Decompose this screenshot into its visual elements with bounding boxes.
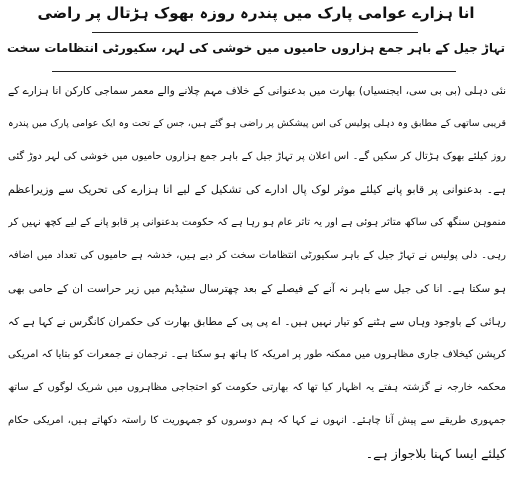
body-line: روز کیلئے بھوک ہڑتال کر سکیں گے۔ اس اعلان پر تہاڑ جیل کے باہر جمع ہزاروں حامیوں میں خوشی کی لہر دوڑ گئی xyxy=(8,151,506,162)
subheadline: تہاڑ جیل کے باہر جمع ہزاروں حامیوں میں خوشی کی لہر، سکیورٹی انتظامات سخت xyxy=(7,41,505,55)
body-line: رہائی کے باوجود وہاں سے ہٹنے کو تیار نہیں ہیں۔ اے پی پی کے مطابق بھارت کی حکمران کانگرس نے کہا ہے کہ xyxy=(8,316,506,328)
headline: انا ہزارے عوامی پارک میں پندرہ روزہ بھوک ہڑتال پر راضی xyxy=(37,4,475,22)
body-line: کرپشن کیخلاف جاری مظاہروں میں ممکنہ طور پر امریکہ کا ہاتھ ہو سکتا ہے۔ ترجمان نے جمعرات کو بتایا کہ امریکی xyxy=(8,349,506,360)
body-line: محکمہ خارجہ نے گزشتہ ہفتے یہ اظہار کیا تھا کہ بھارتی حکومت کو احتجاجی مظاہروں میں شریک لوگوں کے ساتھ xyxy=(8,382,506,393)
body-line: ہو سکتا ہے۔ انا کی جیل سے باہر نہ آنے کے فیصلے کے بعد چھترسال سٹیڈیم میں زیر حراست ان کے حامی بھی xyxy=(8,283,506,295)
subheadline-underline xyxy=(52,71,456,72)
body-line: جمہوری طریقے سے پیش آنا چاہئے۔ انہوں نے کہا کہ ہم دوسروں کو جمہوریت کا راستہ دکھاتے ہیں، امریکی حکام xyxy=(8,415,506,426)
body-line: نئی دہلی (بی بی سی، ایجنسیاں) بھارت میں بدعنوانی کے خلاف مہم چلانے والے معمر سماجی کارکن انا ہزارے کے xyxy=(8,85,506,97)
body-line: کیلئے ایسا کہنا بلاجواز ہے۔ xyxy=(365,446,506,461)
body-line: رہی۔ دلی پولیس نے تہاڑ جیل کے باہر سکیورٹی انتظامات سخت کر دیے ہیں، خدشہ ہے حامیوں کی تعداد میں اضافہ xyxy=(8,250,506,261)
headline-underline xyxy=(92,32,418,33)
body-line: منموہن سنگھ کی ساکھ متاثر ہوئی ہے اور یہ تاثر عام ہو رہا ہے کہ حکومت بدعنوانی پر قابو پانے کے لیے کچھ نہیں کر xyxy=(8,217,506,228)
body-line: قریبی ساتھی کے مطابق وہ دہلی پولیس کی اس پیشکش پر راضی ہو گئے ہیں، جس کے تحت وہ ایک عوامی پارک میں پندرہ xyxy=(8,118,506,129)
body-line: ہے۔ بدعنوانی پر قابو پانے کیلئے موثر لوک پال ادارے کی تشکیل کے لیے انا ہزارے کی تحریک سے وزیراعظم xyxy=(8,183,506,196)
